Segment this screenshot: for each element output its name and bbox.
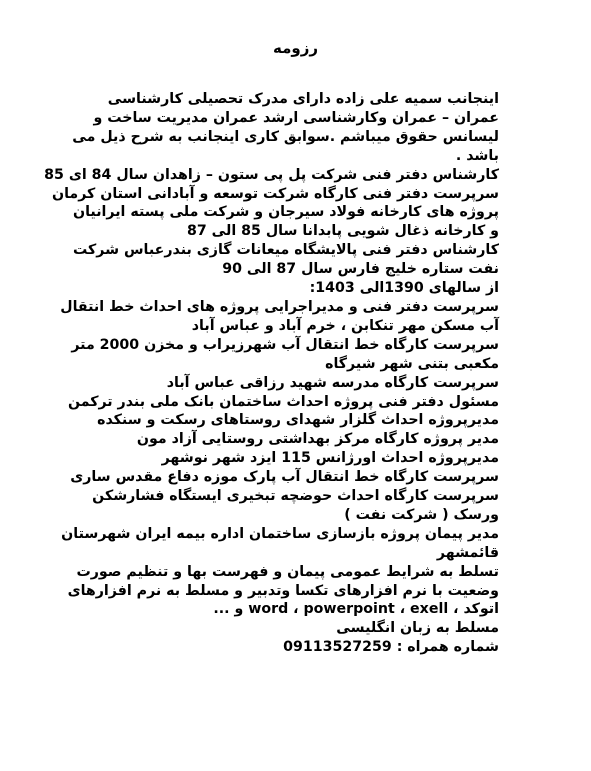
text-line: لیسانس حقوق میباشم .سوابق کاری اینجانب به شرح ذیل می xyxy=(72,128,499,145)
text-line: باشد . xyxy=(455,147,499,164)
text-line: و کارخانه ذغال شویی پابدانا سال 85 الی 87 xyxy=(186,223,499,240)
text-line: سرپرست دفتر فنی و مدیراجرایی پروژه های احداث خط انتقال xyxy=(60,298,499,315)
text-line: کارشناس دفتر فنی شرکت پل پی ستون – زاهدان سال 84 ای 85 xyxy=(44,166,499,183)
text-line: اتوکد ، word ، powerpoint ، exell و ... xyxy=(213,601,499,618)
text-line: پروژه های کارخانه فولاد سیرجان و شرکت ملی پسته ایرانیان xyxy=(72,204,499,221)
text-line: اینجانب سمیه علی زاده دارای مدرک تحصیلی کارشناسی xyxy=(107,91,499,107)
text-line: سرپرست دفتر فنی کارگاه شرکت توسعه و آبادانی استان کرمان xyxy=(51,185,499,202)
text-line: وضعیت با نرم افزارهای تکسا وتدبیر و مسلط به نرم افزارهای xyxy=(67,582,499,599)
page-title: رزومه xyxy=(273,39,318,57)
text-line: سرپرست کارگاه خط انتقال آب پارک موزه دفاع مقدس ساری xyxy=(70,469,499,486)
text-line: مدیرپروژه احداث گلزار شهدای روستاهای رسکت و سنکده xyxy=(97,412,499,429)
text-line: تسلط به شرایط عمومی پیمان و فهرست بها و تنظیم صورت xyxy=(76,563,499,580)
text-line: مسئول دفتر فنی پروژه احداث ساختمان بانک ملی بندر ترکمن xyxy=(67,393,499,410)
text-line: قائمشهر xyxy=(436,544,499,561)
resume-body xyxy=(44,90,499,657)
text-line: سرپرست کارگاه مدرسه شهید رزاقی عباس آباد xyxy=(166,374,499,391)
text-line: آب مسکن مهر تنکابن ، خرم آباد و عباس آباد xyxy=(191,317,499,334)
text-line: نفت ستاره خلیج فارس سال 87 الی 90 xyxy=(222,261,499,278)
text-line: مدیر پروژه کارگاه مرکز بهداشتی روستایی آزاد مون xyxy=(136,431,499,448)
text-line: مدیرپروژه احداث اورژانس 115 ایزد شهر نوشهر xyxy=(161,450,499,467)
text-line: از سالهای 1390الی 1403: xyxy=(309,280,499,297)
text-line: سرپرست کارگاه احداث حوضچه تبخیری ایستگاه فشارشکن xyxy=(92,488,499,505)
text-line: مسلط به زبان انگلیسی xyxy=(336,620,499,637)
text-line: ورسک ( شرکت نفت ) xyxy=(344,506,499,523)
text-line: کارشناس دفتر فنی پالایشگاه میعانات گازی بندرعباس شرکت xyxy=(72,242,499,259)
text-line: عمران – عمران وکارشناسی ارشد عمران مدیریت ساخت و xyxy=(93,109,499,126)
text-line: سرپرست کارگاه خط انتقال آب شهرزیراب و مخزن 2000 متر xyxy=(71,336,499,353)
text-line: مکعبی بتنی شهر شیرگاه xyxy=(325,355,499,372)
phone-line: شماره همراه : 09113527259 xyxy=(283,639,499,656)
text-line: مدیر پیمان پروژه بازسازی ساختمان اداره بیمه ایران شهرستان xyxy=(61,525,499,542)
